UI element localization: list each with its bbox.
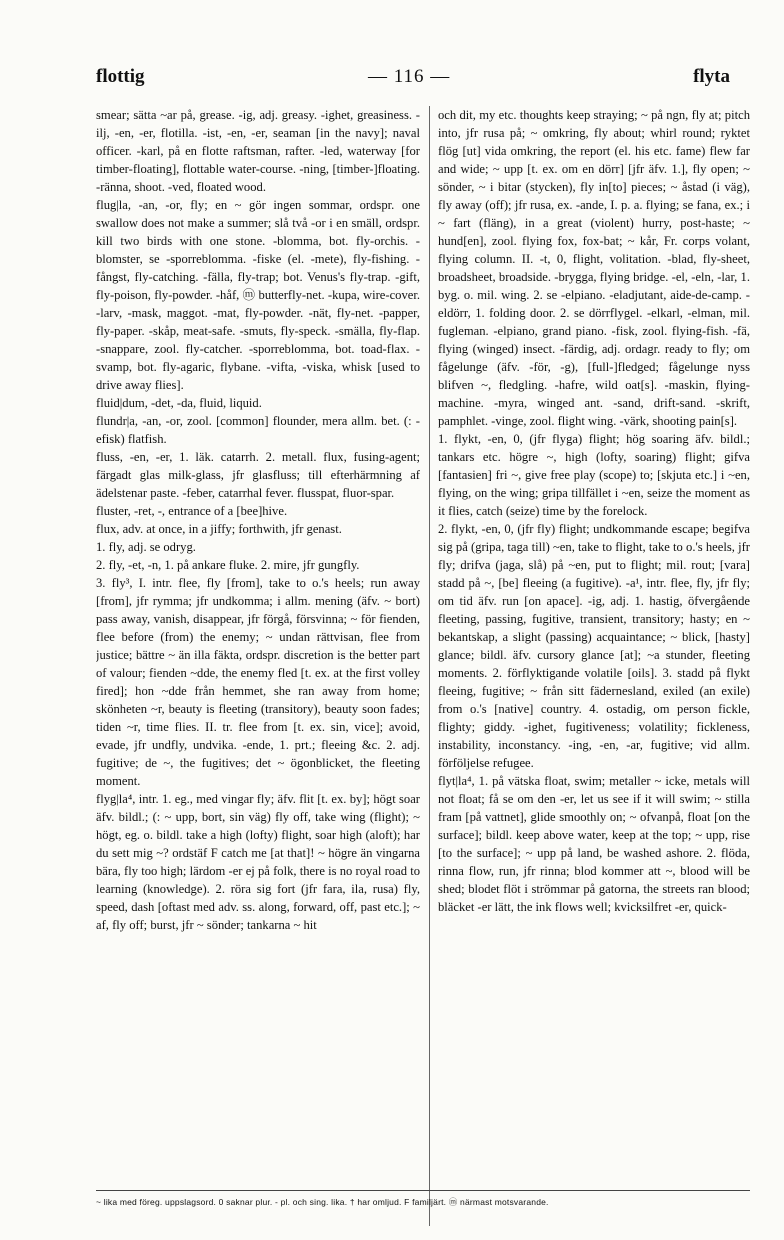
guide-word-left: flottig — [96, 66, 145, 87]
entry-flykt-2: 2. flykt, -en, 0, (jfr fly) flight; undkommande escape; begifva sig på (gripa, taga till) ~en, take to flight, take to o.'s heels, jfr fly; drifva (jaga, slå) på ~en, put to flight; mil. rout; [vara] stadd på ~, [be] fleeing (a fugitive). -a¹, intr. flee, fly, jfr fly; om tid äfv. run [on apace]. -ig, adj. 1. hastig, öfvergående fleeting, passing, fugitive, transient, transitory; hasty; en ~ bekantskap, a slight (passing) acquaintance; ~ blick, [hasty] glance; bildl. äfv. cursory glance [at]; ~a stunder, fleeting moments. 2. förflyktigande volatile [oils]. 3. stadd på flykt fleeing, fugitive; ~ från sitt fädernesland, exiled (an exile) from o.'s [native] country. 4. ostadig, om person fickle, flighty; giddy. -ighet, fugitiveness; volatility; fickleness, instability, inconstancy. -ing, -en, -ar, fugitive; vid allm. förföljelse refugee. — [438, 522, 750, 770]
entry-flyga: flyg|la⁴, intr. 1. eg., med vingar fly; äfv. flit [t. ex. by]; högt soar äfv. bildl.; (: ~ upp, bort, sin väg) fly off, take wing (flight); ~ högt, eg. o. bildl. take a high (lofty) flight, soar high (aloft); har du sett mig ~? ordstäf F catch me [at that]! ~ högre än vingarna bära, fly too high; lärdom -er ej på folk, there is no royal road to learning (knowledge). 2. röra sig fort (jfr fara, ila, rusa) fly, speed, dash [oftast med adv. ss. along, forward, off, past etc.]; ~ af, fly off; burst, jfr ~ sönder; tankarna ~ hit — [96, 792, 420, 932]
entry-flyta: flyt|la⁴, 1. på vätska float, swim; metaller ~ icke, metals will not float; få se om den -er, let us see if it will swim; ~ stilla fram [på vattnet], glide smoothly on; ~ ofvanpå, float [on the surface]; bildl. keep above water, keep at the top; ~ upp, rise [to the surface]; ~ upp på land, be washed ashore. 2. flöda, rinna flow, run, jfr rinna; blod kommer att ~, blood will be shed; blodet flöt i strömmar på gatorna, the streets ran blood; bläcket -er lätt, the ink flows well; kvicksilfret -er, quick- — [438, 774, 750, 914]
column-divider — [429, 106, 430, 1226]
entry-flykt-1: 1. flykt, -en, 0, (jfr flyga) flight; hög soaring äfv. bildl.; tankars etc. högre ~, high (lofty, soaring) flight; gifva [fantasien] fri ~, give free play (scope) to; [skjuta etc.] i ~en, flying, on the wing; gripa tillfället i ~en, seize the moment as it flies, catch (seize) time by the forelock. — [438, 432, 750, 518]
entry-fly-1: 1. fly, adj. se odryg. — [96, 540, 196, 554]
entry-flottig-cont: smear; sätta ~ar på, grease. -ig, adj. greasy. -ighet, greasiness. -ilj, -en, -er, flotilla. -ist, -en, -er, seaman [in the navy]; naval officer. -karl, på en flotte raftsman, rafter. -led, waterway [for timber-floating], flottable water-course. -ning, [timber-]floating. -ränna, shoot. -ved, floated wood. — [96, 108, 420, 194]
page-header — [96, 66, 730, 96]
right-column — [438, 106, 750, 1226]
guide-word-right: flyta — [693, 66, 730, 87]
abbreviation-key: ~ lika med föreg. uppslagsord. 0 saknar plur. - pl. och sing. lika. † har omljud. F familjärt. ⓜ närmast motsvarande. — [96, 1197, 549, 1207]
entry-flundra: flundr|a, -an, -or, zool. [common] flounder, mera allm. bet. (: -efisk) flatfish. — [96, 414, 420, 446]
entry-fluidum: fluid|dum, -det, -da, fluid, liquid. — [96, 396, 262, 410]
entry-flyga-cont: och dit, my etc. thoughts keep straying; ~ på ngn, fly at; pitch into, jfr rusa på; ~ omkring, fly about; whirl round; ryktet flög [ut] vida omkring, the report (el. his etc. fame) flew far and wide; ~ upp [t. ex. om en dörr] [jfr äfv. 1.], fly open; ~ sönder, ~ i bitar (stycken), fly in[to] pieces; ~ åstad (i väg), fly away (off); jfr rusa, ex. -ande, I. p. a. flying; se fana, ex.; i ~ fart (fläng), in a great (violent) hurry, post-haste; ~ hund[en], zool. flying fox, fox-bat; ~ kår, Fr. corps volant, flying column. II. -t, 0, flight, volitation. -blad, fly-sheet, broadsheet, broadside. -brygga, flying bridge. -el, -eln, -lar, 1. byg. o. mil. wing. 2. se -elpiano. -eladjutant, aide-de-camp. -eldörr, 1. folding door. 2. se dörrflygel. -elkarl, -elman, mil. fugleman. -elpiano, grand piano. -fisk, zool. flying-fish. -fä, flying (winged) insect. -färdig, adj. ordagr. ready to fly; om fågelunge (äfv. -för, -g), [full-]fledged; fågelunge nyss blifven ~, fledgling. -hafre, wild oat[s]. -maskin, flying-machine. -myra, winged ant. -sand, drift-sand. -skrift, pamphlet. -vinge, zool. flight wing. -värk, shooting pain[s]. — [438, 108, 750, 428]
page-number: — 116 — — [368, 66, 451, 87]
entry-fluga: flug|la, -an, -or, fly; en ~ gör ingen sommar, ordspr. one swallow does not make a summer; slå två -or i en smäll, ordspr. kill two birds with one stone. -blomma, bot. fly-orchis. -blomster, se -sporreblomma. -fiske (el. -mete), fly-fishing. -fångst, fly-catching. -fälla, fly-trap; bot. Venus's fly-trap. -gift, fly-poison, fly-powder. -håf, ⓜ butterfly-net. -kupa, wire-cover. -larv, -mask, maggot. -mat, fly-powder. -nät, fly-net. -papper, fly-paper. -skåp, meat-safe. -smuts, fly-speck. -smälla, fly-flap. -snappare, zool. fly-catcher. -sporreblomma, bot. toad-flax. -svamp, bot. fly-agaric, flybane. -vifta, -viska, whisk [used to drive away flies]. — [96, 198, 420, 392]
entry-fluss: fluss, -en, -er, 1. läk. catarrh. 2. metall. flux, fusing-agent; färgadt glas milk-glass, jfr glasfluss; till efterhärmning af ädelstenar paste. -feber, catarrhal fever. flusspat, fluor-spar. — [96, 450, 420, 500]
entry-flux: flux, adv. at once, in a jiffy; forthwith, jfr genast. — [96, 522, 342, 536]
footer-rule — [96, 1190, 750, 1191]
entry-fluster: fluster, -ret, -, entrance of a [bee]hive. — [96, 504, 288, 518]
entry-fly-3: 3. fly³, I. intr. flee, fly [from], take to o.'s heels; run away [from], jfr rymma; jfr undkomma; i allm. mening (äfv. ~ bort) pass away, vanish, disappear, jfr förgå, försvinna; ~ för fienden, flee before (from) the enemy; ~ undan rättvisan, flee from justice; bättre ~ än illa fäkta, ordspr. discretion is the better part of valour; fienden ~dde, the enemy fled [t. ex. at the first volley fired]; hon ~dde från hemmet, she ran away from home; skönheten ~r, beauty is fleeting (transitory), beauty soon fades; tiden ~r, time flies. II. tr. flee from [t. ex. sin, vice]; avoid, evade, jfr undfly, undvika. -ende, 1. prt.; fleeing &c. 2. adj. fugitive; de ~, the fugitives; det ~ ögonblicket, the fleeting moment. — [96, 576, 420, 788]
entry-fly-2: 2. fly, -et, -n, 1. på ankare fluke. 2. mire, jfr gungfly. — [96, 558, 360, 572]
left-column — [96, 106, 420, 1226]
